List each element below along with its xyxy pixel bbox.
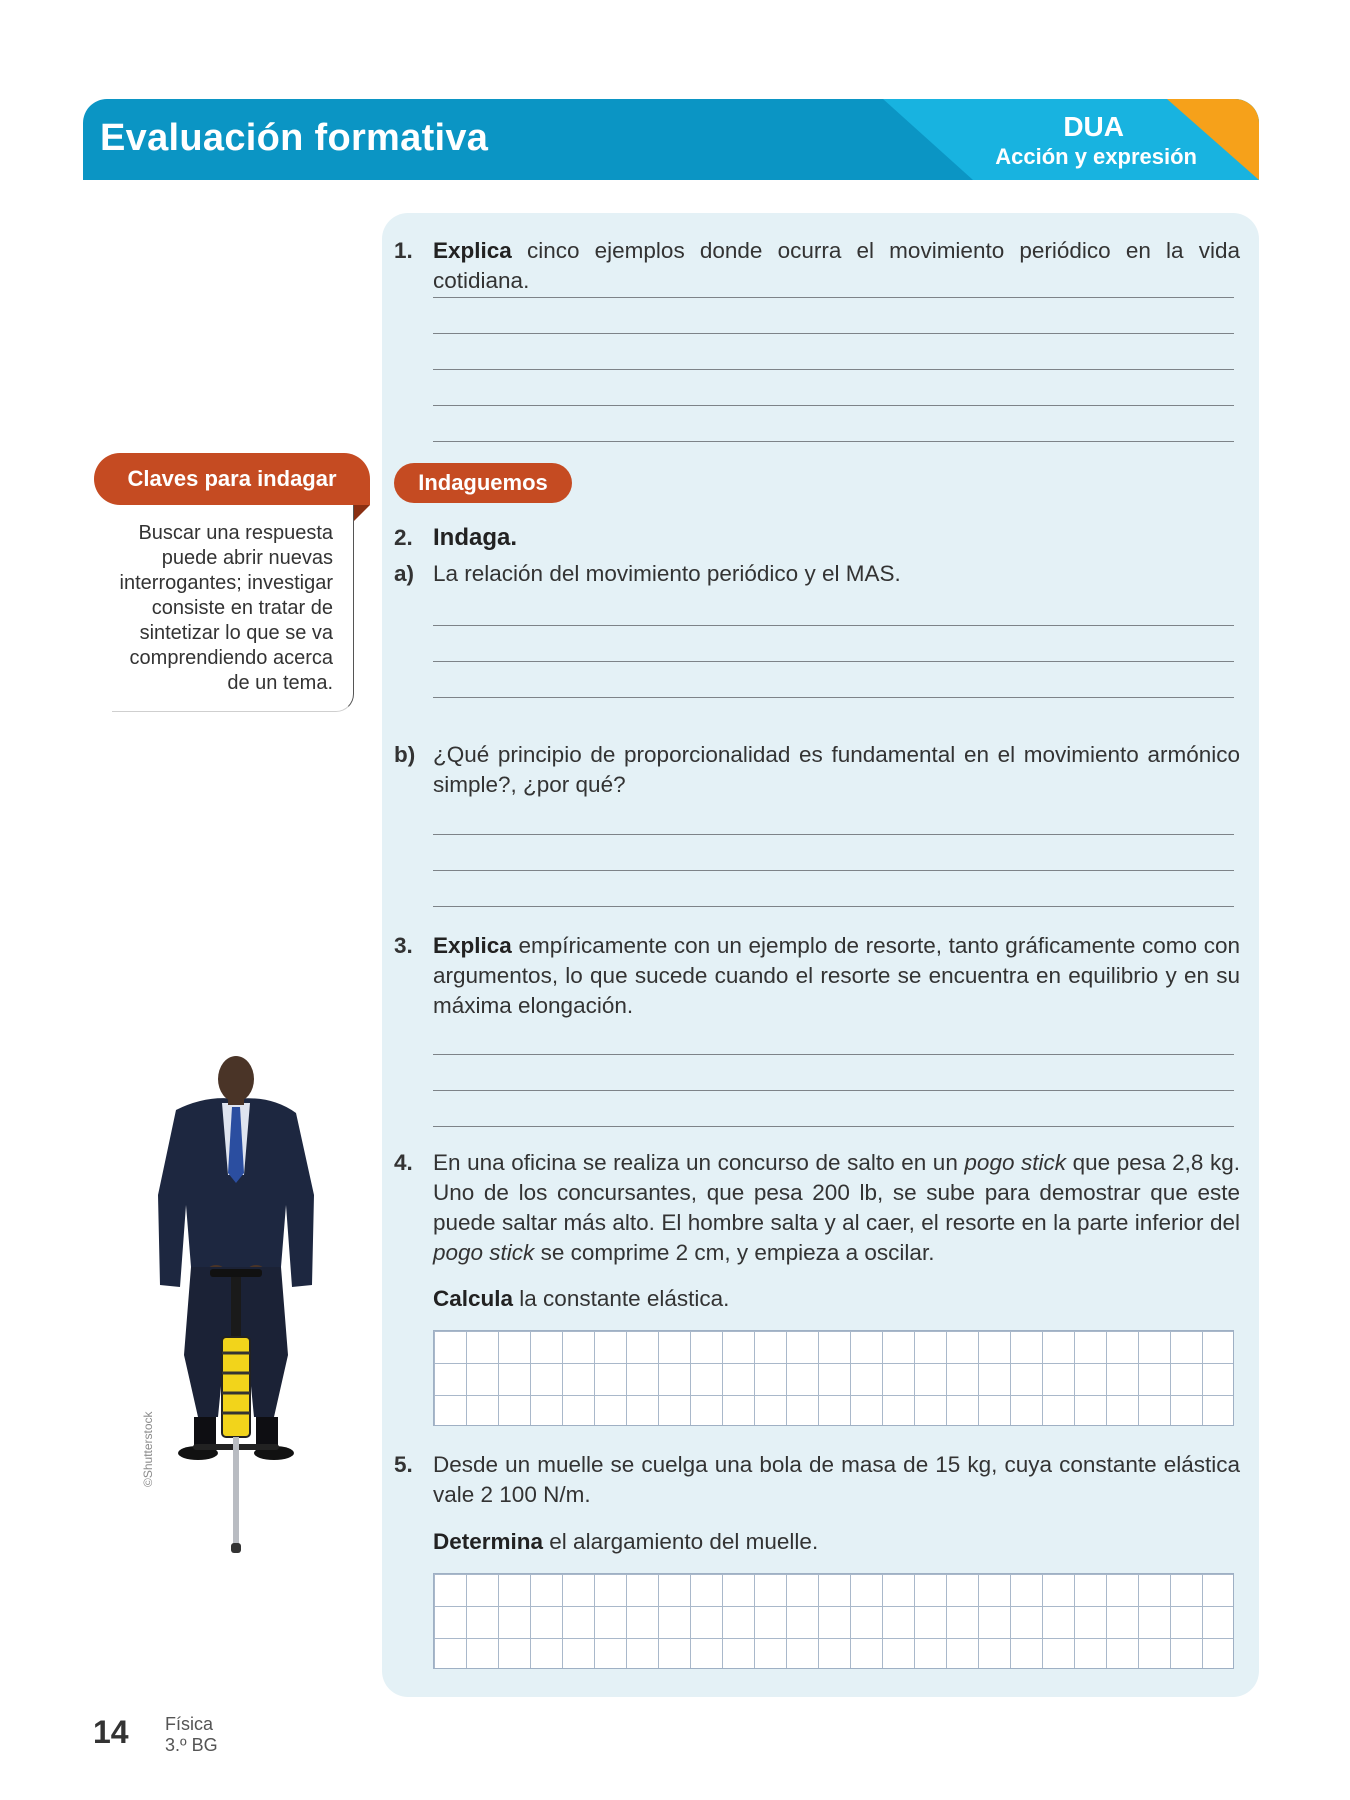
image-credit: ©Shutterstock (141, 1411, 155, 1487)
calculation-grid[interactable] (433, 1330, 1234, 1426)
question-text: Desde un muelle se cuelga una bola de masa de 15 kg, cuya constante elástica vale 2 100 N/m. (433, 1452, 1240, 1507)
question-number: 4. (394, 1150, 413, 1175)
dua-label: DUA (1063, 111, 1124, 142)
question-text: que pesa 2,8 kg. Uno de los concursantes, que pesa 200 lb, se sube para demostrar que este puede saltar más alto. El hombre salta y al caer, el resorte en la parte inferior del (433, 1150, 1240, 1235)
claves-text: Buscar una respuesta puede abrir nuevas interrogantes; investigar consiste en tratar de sintetizar lo que se va comprendiendo acerca de un tema. (119, 522, 333, 694)
question-text: se comprime 2 cm, y empieza a oscilar. (534, 1240, 935, 1265)
tag-fold (354, 505, 370, 521)
claves-tag: Claves para indagar (94, 453, 370, 505)
question-verb: Explica (433, 933, 512, 958)
question-text: En una oficina se realiza un concurso de salto en un (433, 1150, 965, 1175)
question-text: cinco ejemplos donde ocurra el movimiento periódico en la vida cotidiana. (433, 238, 1240, 293)
subquestion-label: b) (394, 742, 416, 767)
question-verb: Explica (433, 238, 512, 263)
question-number: 1. (394, 238, 413, 263)
task-text: el alargamiento del muelle. (543, 1529, 819, 1554)
indaguemos-tag: Indaguemos (394, 463, 572, 503)
question-text: empíricamente con un ejemplo de resorte, tanto gráficamente como con argumentos, lo que sucede cuando el resorte se encuentra en equilibrio y en su máxima elongación. (433, 933, 1240, 1018)
question-3 (394, 931, 1240, 1021)
subquestion-text: La relación del movimiento periódico y el MAS. (433, 561, 901, 586)
task-verb: Calcula (433, 1286, 514, 1311)
pogo-stick-man-illustration (136, 1055, 336, 1570)
question-text-italic: pogo stick (433, 1240, 535, 1265)
subject-label (165, 1714, 218, 1756)
question-5 (394, 1450, 1240, 1510)
calculation-grid[interactable] (433, 1573, 1234, 1669)
section-banner (83, 99, 1259, 180)
question-2b (394, 740, 1240, 800)
question-4-task (394, 1284, 1240, 1314)
question-verb: Indaga. (433, 524, 518, 551)
question-text-italic: pogo stick (964, 1150, 1067, 1175)
task-text: la constante elástica. (513, 1286, 730, 1311)
question-5-task (394, 1527, 1240, 1557)
subquestion-label: a) (394, 561, 415, 586)
task-verb: Determina (433, 1529, 544, 1554)
dua-subtitle: Acción y expresión (995, 144, 1197, 169)
subquestion-text: ¿Qué principio de proporcionalidad es fundamental en el movimiento armónico simple?, ¿por qué? (433, 742, 1240, 797)
subject-name: Física (165, 1714, 214, 1734)
question-1 (394, 236, 1240, 296)
page-number: 14 (93, 1714, 129, 1750)
claves-box (112, 505, 354, 712)
section-title: Evaluación formativa (100, 117, 489, 159)
question-number: 2. (394, 525, 413, 550)
question-2a (394, 559, 1240, 589)
question-number: 3. (394, 933, 413, 958)
question-number: 5. (394, 1452, 413, 1477)
question-4 (394, 1148, 1240, 1268)
question-2 (394, 523, 1240, 553)
grade-label: 3.º BG (165, 1735, 218, 1755)
